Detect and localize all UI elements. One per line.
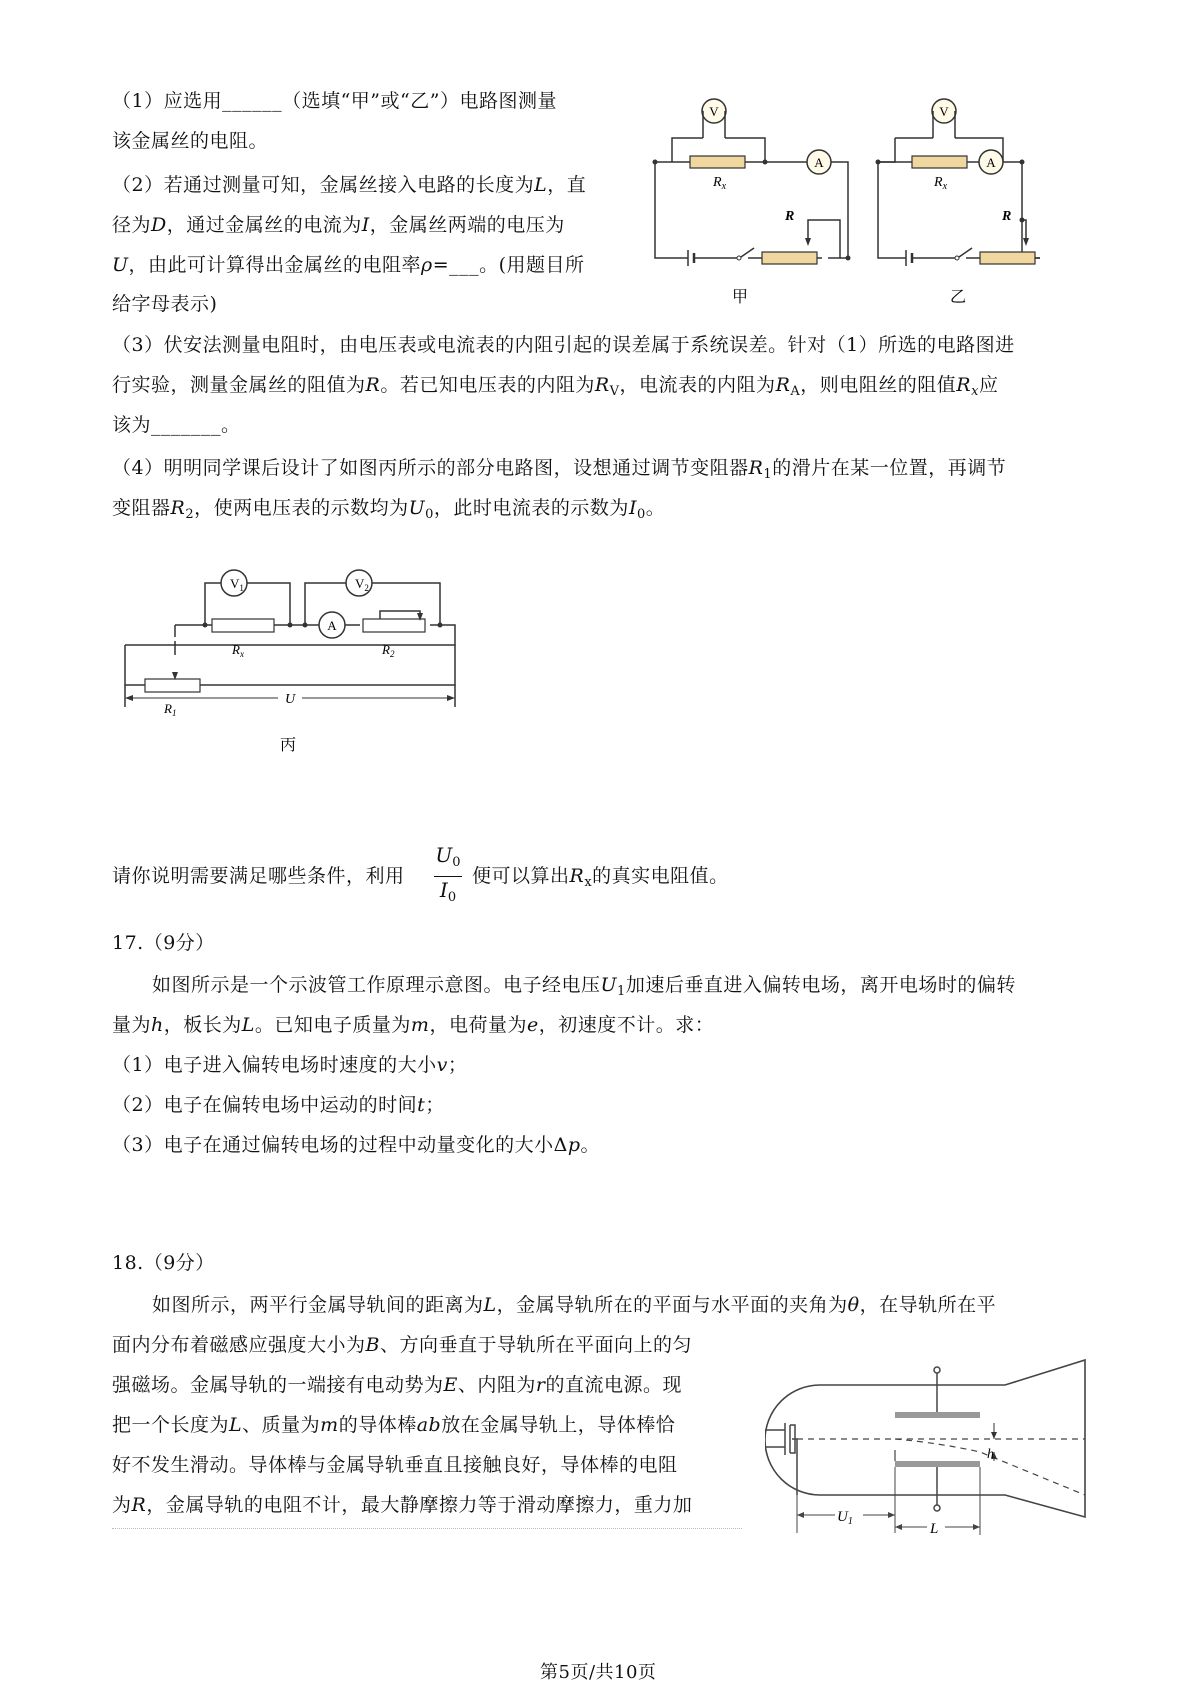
q18-line6: 为R，金属导轨的电阻不计，最大静摩擦力等于滑动摩擦力，重力加 bbox=[112, 1494, 693, 1516]
label-bing: 丙 bbox=[280, 737, 297, 754]
q17-line2: 量为h，板长为L。已知电子质量为m，电荷量为e，初速度不计。求： bbox=[112, 1014, 715, 1036]
yi-rheostat bbox=[980, 252, 1035, 264]
yi-v-label: V bbox=[939, 104, 949, 119]
q16-part2-line2: 径为D，通过金属丝的电流为I，金属丝两端的电压为 bbox=[112, 214, 565, 236]
bing-r2-label: $R_2$ bbox=[382, 642, 395, 659]
jia-rheostat bbox=[762, 252, 817, 264]
q18-line4: 把一个长度为L、质量为m的导体棒ab放在金属导轨上，导体棒恰 bbox=[112, 1414, 676, 1436]
upper-terminal-icon bbox=[934, 1367, 940, 1373]
jia-a-label: A bbox=[814, 155, 824, 170]
tube-h-label: h bbox=[987, 1447, 994, 1462]
q16-part2-line1: （2）若通过测量可知，金属丝接入电路的长度为L，直 bbox=[112, 174, 587, 196]
bing-a-label: A bbox=[327, 618, 337, 633]
q17-header: 17.（9分） bbox=[112, 932, 215, 954]
label-jia: 甲 bbox=[732, 289, 749, 306]
yi-r-label: R bbox=[1002, 209, 1012, 224]
jia-rx-label: $R_x$ bbox=[713, 175, 727, 192]
yi-a-label: A bbox=[986, 155, 996, 170]
tube-u1-label: $U_1$ bbox=[837, 1509, 853, 1527]
bing-v2-label: $V_2$ bbox=[355, 576, 369, 593]
upper-plate bbox=[895, 1412, 980, 1418]
jia-rx-resistor bbox=[690, 156, 745, 168]
q17-sub1: （1）电子进入偏转电场时速度的大小v； bbox=[112, 1054, 468, 1076]
bing-r2-rheostat bbox=[363, 619, 425, 632]
circuit-bing-figure bbox=[120, 545, 530, 765]
q16-part4-line3: 请你说明需要满足哪些条件，利用 bbox=[112, 865, 405, 887]
jia-r-label: R bbox=[785, 209, 795, 224]
cutoff-dotted-line bbox=[112, 1528, 742, 1529]
fraction-u0-over-i0: $\frac{U_0}{I_0}$ bbox=[435, 843, 461, 905]
electron-gun-icon bbox=[765, 1423, 795, 1455]
bing-v1-label: $V_1$ bbox=[230, 576, 244, 593]
q18-line1: 如图所示，两平行金属导轨间的距离为L，金属导轨所在的平面与水平面的夹角为θ，在导轨所在平 bbox=[152, 1294, 997, 1316]
q16-part3-line3: 该为_______。 bbox=[112, 414, 241, 436]
q16-part4-line1: （4）明明同学课后设计了如图丙所示的部分电路图，设想通过调节变阻器$R_1$的滑片在某一位置，再调节 bbox=[112, 457, 1007, 482]
q18-header: 18.（9分） bbox=[112, 1252, 215, 1274]
q17-sub2: （2）电子在偏转电场中运动的时间t； bbox=[112, 1094, 445, 1116]
bing-r1-label: $R_1$ bbox=[164, 701, 177, 718]
q16-part4-line3-end: 便可以算出$R_x$的真实电阻值。 bbox=[472, 865, 729, 890]
label-yi: 乙 bbox=[950, 289, 967, 306]
q16-part2-line3: U，由此可计算得出金属丝的电阻率ρ=___。(用题目所 bbox=[112, 254, 585, 276]
yi-rx-resistor bbox=[912, 156, 967, 168]
circuit-jia-yi-figure bbox=[650, 90, 1090, 310]
q18-line2: 面内分布着磁感应强度大小为B、方向垂直于导轨所在平面向上的匀 bbox=[112, 1334, 692, 1356]
q17-sub3: （3）电子在通过偏转电场的过程中动量变化的大小Δp。 bbox=[112, 1134, 600, 1156]
bing-rx-resistor bbox=[212, 619, 274, 632]
lower-terminal-icon bbox=[934, 1505, 940, 1511]
q16-part4-line2: 变阻器$R_2$，使两电压表的示数均为$U_0$，此时电流表的示数为$I_0$。 bbox=[112, 497, 666, 522]
bing-u-label: U bbox=[285, 692, 296, 707]
yi-rx-label: $R_x$ bbox=[934, 175, 948, 192]
lower-plate bbox=[895, 1461, 980, 1467]
q16-part3-line1: （3）伏安法测量电阻时，由电压表或电流表的内阻引起的误差属于系统误差。针对（1）所选的电路图进 bbox=[112, 334, 1015, 356]
q16-part2-line4: 给字母表示) bbox=[112, 293, 218, 315]
page-footer: 第5页/共10页 bbox=[540, 1662, 657, 1683]
q17-line1: 如图所示是一个示波管工作原理示意图。电子经电压$U_1$加速后垂直进入偏转电场，离开电场时的偏转 bbox=[152, 974, 1016, 999]
q16-part1-line1: （1）应选用______（选填“甲”或“乙”）电路图测量 bbox=[112, 90, 557, 112]
jia-v-label: V bbox=[709, 104, 719, 119]
oscilloscope-tube-figure bbox=[765, 1355, 1100, 1540]
bing-rx-label: $R_x$ bbox=[232, 642, 244, 659]
tube-l-label: L bbox=[930, 1521, 939, 1537]
q18-line3: 强磁场。金属导轨的一端接有电动势为E、内阻为r的直流电源。现 bbox=[112, 1374, 683, 1396]
q16-part1-line2: 该金属丝的电阻。 bbox=[112, 130, 269, 152]
q18-line5: 好不发生滑动。导体棒与金属导轨垂直且接触良好，导体棒的电阻 bbox=[112, 1454, 678, 1476]
q16-part3-line2: 行实验，测量金属丝的阻值为R。若已知电压表的内阻为$R_V$，电流表的内阻为$R_A$，则电阻丝的阻值$R_x$应 bbox=[112, 374, 999, 399]
